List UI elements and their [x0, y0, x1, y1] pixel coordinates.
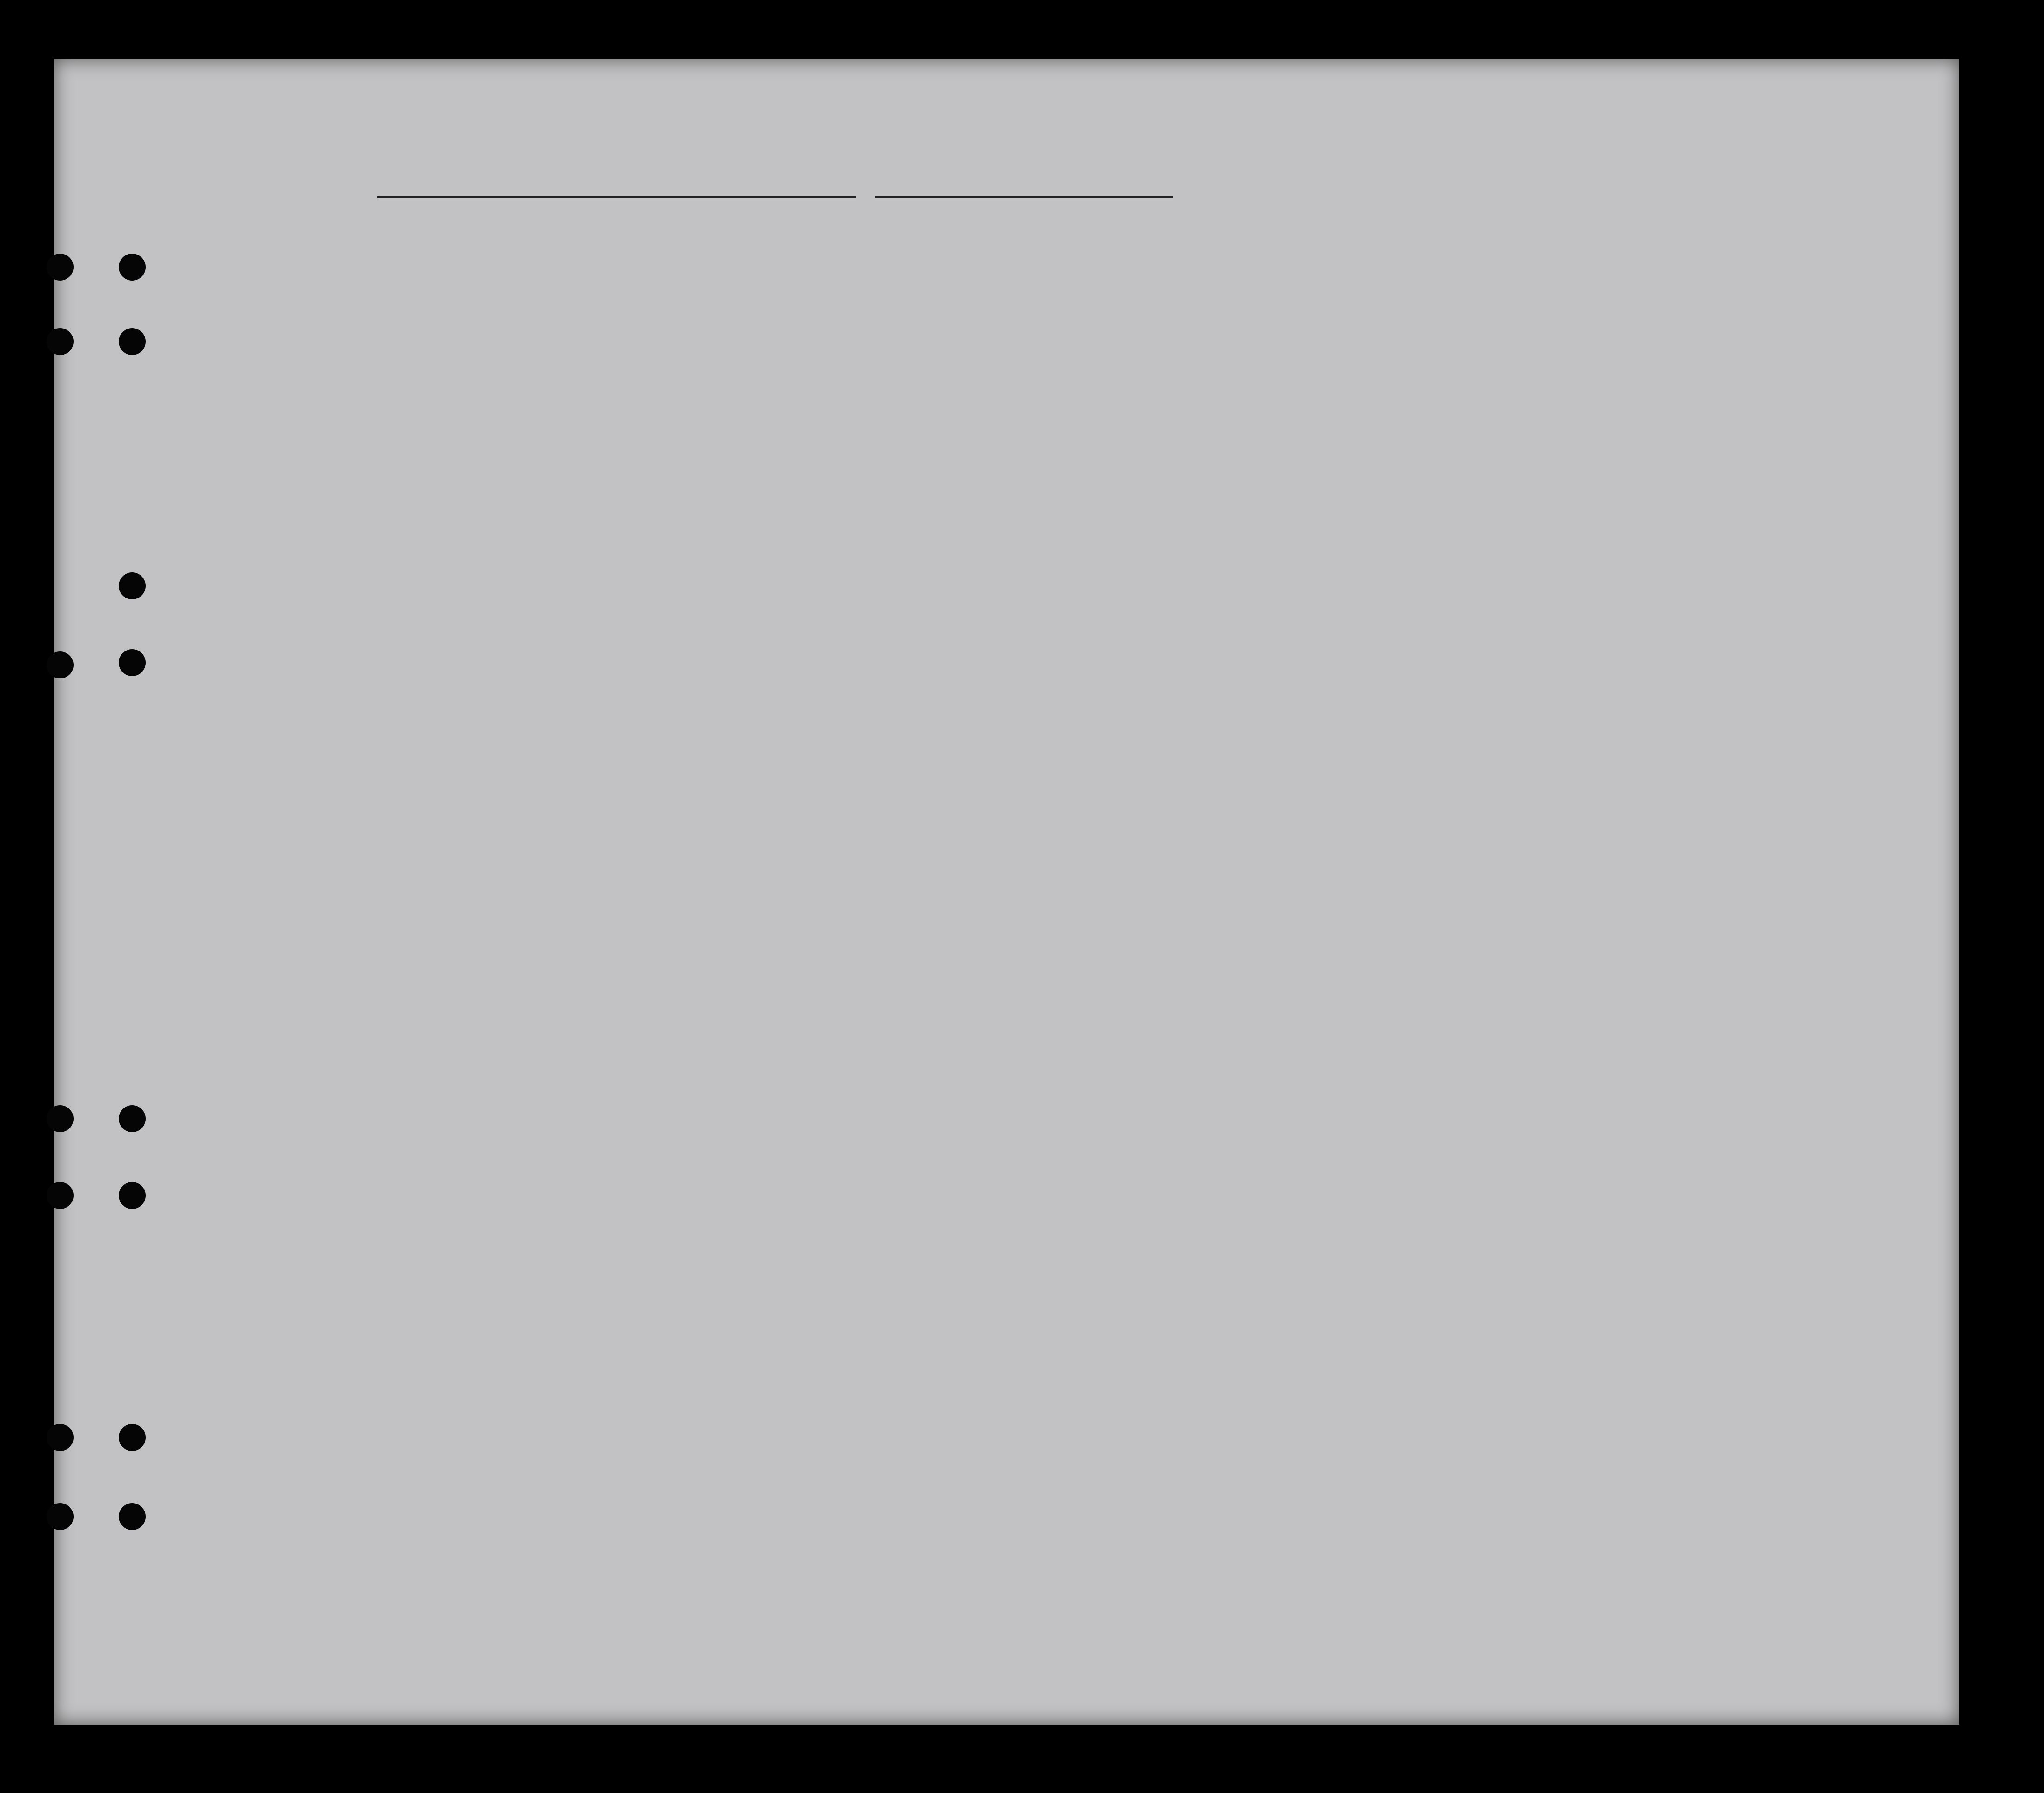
- header-question-28: [1350, 312, 1387, 423]
